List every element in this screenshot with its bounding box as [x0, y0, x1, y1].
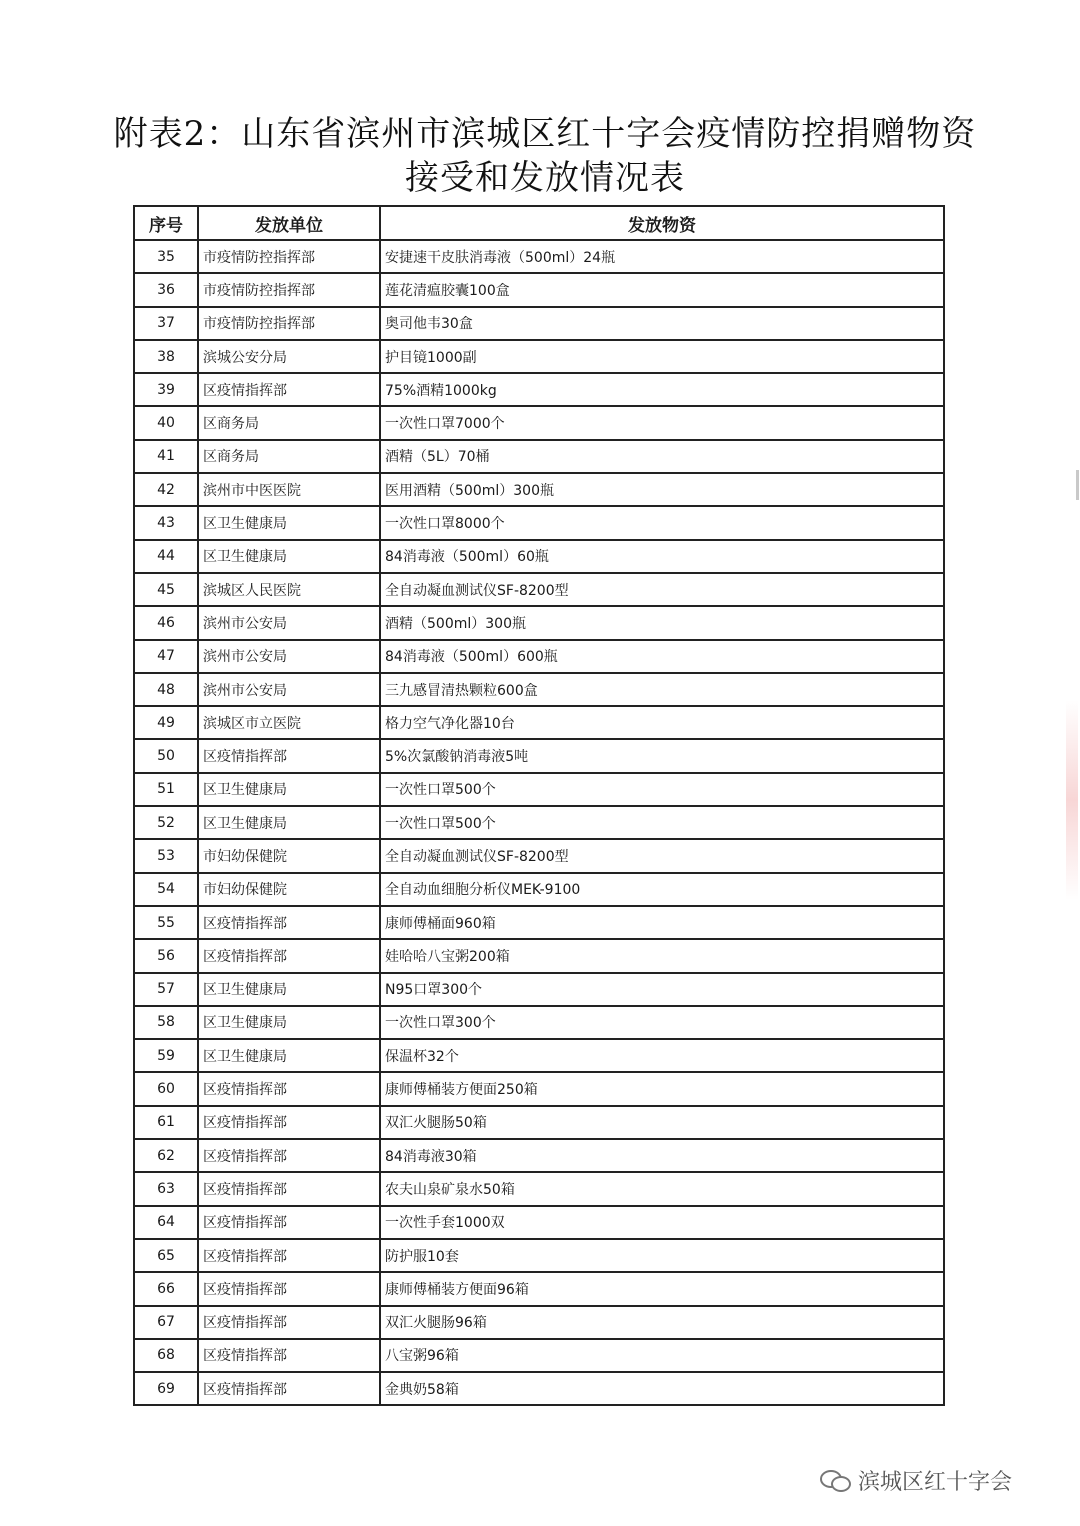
cell-distribution-unit: 区疫情指挥部	[198, 1172, 380, 1205]
table-row	[134, 773, 944, 806]
cell-serial-no: 55	[134, 906, 198, 939]
cell-distributed-item: 一次性口罩7000个	[380, 406, 944, 439]
cell-serial-no: 37	[134, 307, 198, 340]
header-serial-no: 序号	[134, 206, 198, 240]
cell-serial-no: 69	[134, 1372, 198, 1405]
title-line-2: 接受和发放情况表	[405, 158, 685, 198]
cell-serial-no: 58	[134, 1006, 198, 1039]
cell-distribution-unit: 区卫生健康局	[198, 506, 380, 539]
cell-distribution-unit: 市妇幼保健院	[198, 873, 380, 906]
cell-distribution-unit: 滨城区市立医院	[198, 706, 380, 739]
table-row	[134, 640, 944, 673]
cell-distributed-item: 康师傅桶装方便面96箱	[380, 1272, 944, 1305]
cell-distribution-unit: 区疫情指挥部	[198, 1139, 380, 1172]
table-row	[134, 706, 944, 739]
cell-distribution-unit: 区疫情指挥部	[198, 906, 380, 939]
cell-distributed-item: 双汇火腿肠96箱	[380, 1306, 944, 1339]
cell-distributed-item: 一次性口罩500个	[380, 806, 944, 839]
cell-distribution-unit: 市妇幼保健院	[198, 839, 380, 872]
header-distributed-items: 发放物资	[380, 206, 944, 240]
cell-distribution-unit: 滨州市公安局	[198, 673, 380, 706]
table-row	[134, 307, 944, 340]
cell-distributed-item: 75%酒精1000kg	[380, 373, 944, 406]
donation-distribution-table	[133, 205, 945, 1406]
cell-distribution-unit: 区疫情指挥部	[198, 1339, 380, 1372]
cell-serial-no: 57	[134, 973, 198, 1006]
title-line-1: 附表2：山东省滨州市滨城区红十字会疫情防控捐赠物资	[113, 114, 977, 154]
table-row	[134, 1039, 944, 1072]
table-row	[134, 1339, 944, 1372]
cell-distribution-unit: 滨州市中医医院	[198, 473, 380, 506]
table-row	[134, 340, 944, 373]
cell-serial-no: 54	[134, 873, 198, 906]
cell-distribution-unit: 区卫生健康局	[198, 1039, 380, 1072]
cell-serial-no: 50	[134, 739, 198, 772]
cell-distribution-unit: 区疫情指挥部	[198, 1206, 380, 1239]
table-row	[134, 373, 944, 406]
cell-distributed-item: 康师傅桶装方便面250箱	[380, 1072, 944, 1105]
cell-distributed-item: 双汇火腿肠50箱	[380, 1106, 944, 1139]
cell-distribution-unit: 区商务局	[198, 440, 380, 473]
cell-distributed-item: 酒精（5L）70桶	[380, 440, 944, 473]
cell-distributed-item: 康师傅桶面960箱	[380, 906, 944, 939]
cell-distribution-unit: 区卫生健康局	[198, 1006, 380, 1039]
wechat-icon	[820, 1468, 850, 1492]
cell-distribution-unit: 区卫生健康局	[198, 773, 380, 806]
table-row	[134, 1139, 944, 1172]
cell-distributed-item: 莲花清瘟胶囊100盒	[380, 273, 944, 306]
watermark-text: 滨城区红十字会	[858, 1469, 1013, 1495]
cell-serial-no: 44	[134, 540, 198, 573]
table-row	[134, 1306, 944, 1339]
cell-serial-no: 60	[134, 1072, 198, 1105]
cell-distribution-unit: 区疫情指挥部	[198, 739, 380, 772]
table-row	[134, 1072, 944, 1105]
table-row	[134, 1206, 944, 1239]
table-row	[134, 506, 944, 539]
table-row	[134, 1106, 944, 1139]
scan-edge-mark	[1076, 470, 1079, 500]
cell-distribution-unit: 区疫情指挥部	[198, 939, 380, 972]
cell-distribution-unit: 市疫情防控指挥部	[198, 240, 380, 273]
table-row	[134, 1272, 944, 1305]
cell-serial-no: 52	[134, 806, 198, 839]
cell-distribution-unit: 市疫情防控指挥部	[198, 273, 380, 306]
wechat-watermark	[820, 1460, 1060, 1500]
cell-distributed-item: 金典奶58箱	[380, 1372, 944, 1405]
table-row	[134, 1006, 944, 1039]
cell-distribution-unit: 区疫情指挥部	[198, 1072, 380, 1105]
cell-distributed-item: 三九感冒清热颗粒600盒	[380, 673, 944, 706]
cell-distributed-item: 一次性口罩500个	[380, 773, 944, 806]
table-row	[134, 273, 944, 306]
cell-distribution-unit: 区疫情指挥部	[198, 373, 380, 406]
cell-serial-no: 53	[134, 839, 198, 872]
cell-serial-no: 56	[134, 939, 198, 972]
cell-distributed-item: 全自动凝血测试仪SF-8200型	[380, 839, 944, 872]
table-row	[134, 739, 944, 772]
cell-serial-no: 64	[134, 1206, 198, 1239]
cell-serial-no: 49	[134, 706, 198, 739]
cell-distributed-item: 一次性口罩8000个	[380, 506, 944, 539]
cell-distributed-item: 一次性口罩300个	[380, 1006, 944, 1039]
cell-distributed-item: 全自动血细胞分析仪MEK-9100	[380, 873, 944, 906]
cell-distributed-item: 全自动凝血测试仪SF-8200型	[380, 573, 944, 606]
cell-serial-no: 36	[134, 273, 198, 306]
document-title	[0, 112, 1080, 200]
cell-distribution-unit: 滨州市公安局	[198, 606, 380, 639]
table-row	[134, 240, 944, 273]
cell-distributed-item: 84消毒液（500ml）600瓶	[380, 640, 944, 673]
cell-serial-no: 48	[134, 673, 198, 706]
cell-serial-no: 68	[134, 1339, 198, 1372]
cell-distributed-item: 医用酒精（500ml）300瓶	[380, 473, 944, 506]
table-row	[134, 906, 944, 939]
table-row	[134, 606, 944, 639]
cell-serial-no: 51	[134, 773, 198, 806]
table-row	[134, 839, 944, 872]
cell-serial-no: 59	[134, 1039, 198, 1072]
cell-distribution-unit: 区疫情指挥部	[198, 1306, 380, 1339]
table-row	[134, 1239, 944, 1272]
table-body	[134, 240, 944, 1405]
table-row	[134, 573, 944, 606]
table-header-row	[134, 206, 944, 240]
cell-serial-no: 67	[134, 1306, 198, 1339]
cell-distributed-item: 护目镜1000副	[380, 340, 944, 373]
cell-serial-no: 46	[134, 606, 198, 639]
table-row	[134, 939, 944, 972]
cell-serial-no: 41	[134, 440, 198, 473]
cell-distribution-unit: 区疫情指挥部	[198, 1372, 380, 1405]
cell-distribution-unit: 滨州市公安局	[198, 640, 380, 673]
cell-serial-no: 39	[134, 373, 198, 406]
cell-distribution-unit: 区疫情指挥部	[198, 1106, 380, 1139]
cell-distribution-unit: 区疫情指挥部	[198, 1272, 380, 1305]
cell-distributed-item: 酒精（500ml）300瓶	[380, 606, 944, 639]
table-row	[134, 473, 944, 506]
stamp-edge-mark	[1066, 700, 1078, 900]
cell-serial-no: 42	[134, 473, 198, 506]
cell-distributed-item: 5%次氯酸钠消毒液5吨	[380, 739, 944, 772]
cell-distributed-item: 娃哈哈八宝粥200箱	[380, 939, 944, 972]
cell-serial-no: 63	[134, 1172, 198, 1205]
cell-distributed-item: 84消毒液30箱	[380, 1139, 944, 1172]
cell-distributed-item: 奥司他韦30盒	[380, 307, 944, 340]
cell-distribution-unit: 区卫生健康局	[198, 806, 380, 839]
table-row	[134, 806, 944, 839]
cell-distribution-unit: 区商务局	[198, 406, 380, 439]
cell-serial-no: 38	[134, 340, 198, 373]
cell-distributed-item: 八宝粥96箱	[380, 1339, 944, 1372]
cell-distributed-item: 84消毒液（500ml）60瓶	[380, 540, 944, 573]
table-row	[134, 406, 944, 439]
cell-serial-no: 43	[134, 506, 198, 539]
cell-distribution-unit: 市疫情防控指挥部	[198, 307, 380, 340]
header-distribution-unit: 发放单位	[198, 206, 380, 240]
cell-serial-no: 40	[134, 406, 198, 439]
cell-distribution-unit: 区疫情指挥部	[198, 1239, 380, 1272]
cell-distributed-item: 农夫山泉矿泉水50箱	[380, 1172, 944, 1205]
cell-distributed-item: N95口罩300个	[380, 973, 944, 1006]
table-row	[134, 1172, 944, 1205]
table-row	[134, 873, 944, 906]
cell-distributed-item: 格力空气净化器10台	[380, 706, 944, 739]
cell-serial-no: 62	[134, 1139, 198, 1172]
cell-distributed-item: 一次性手套1000双	[380, 1206, 944, 1239]
cell-serial-no: 45	[134, 573, 198, 606]
table-row	[134, 973, 944, 1006]
cell-distributed-item: 安捷速干皮肤消毒液（500ml）24瓶	[380, 240, 944, 273]
cell-serial-no: 35	[134, 240, 198, 273]
cell-distribution-unit: 滨城区人民医院	[198, 573, 380, 606]
cell-distribution-unit: 区卫生健康局	[198, 973, 380, 1006]
table-row	[134, 1372, 944, 1405]
cell-distribution-unit: 区卫生健康局	[198, 540, 380, 573]
cell-distributed-item: 防护服10套	[380, 1239, 944, 1272]
cell-serial-no: 61	[134, 1106, 198, 1139]
cell-distribution-unit: 滨城公安分局	[198, 340, 380, 373]
table-row	[134, 440, 944, 473]
cell-serial-no: 47	[134, 640, 198, 673]
cell-distributed-item: 保温杯32个	[380, 1039, 944, 1072]
table-row	[134, 540, 944, 573]
table-row	[134, 673, 944, 706]
cell-serial-no: 65	[134, 1239, 198, 1272]
cell-serial-no: 66	[134, 1272, 198, 1305]
